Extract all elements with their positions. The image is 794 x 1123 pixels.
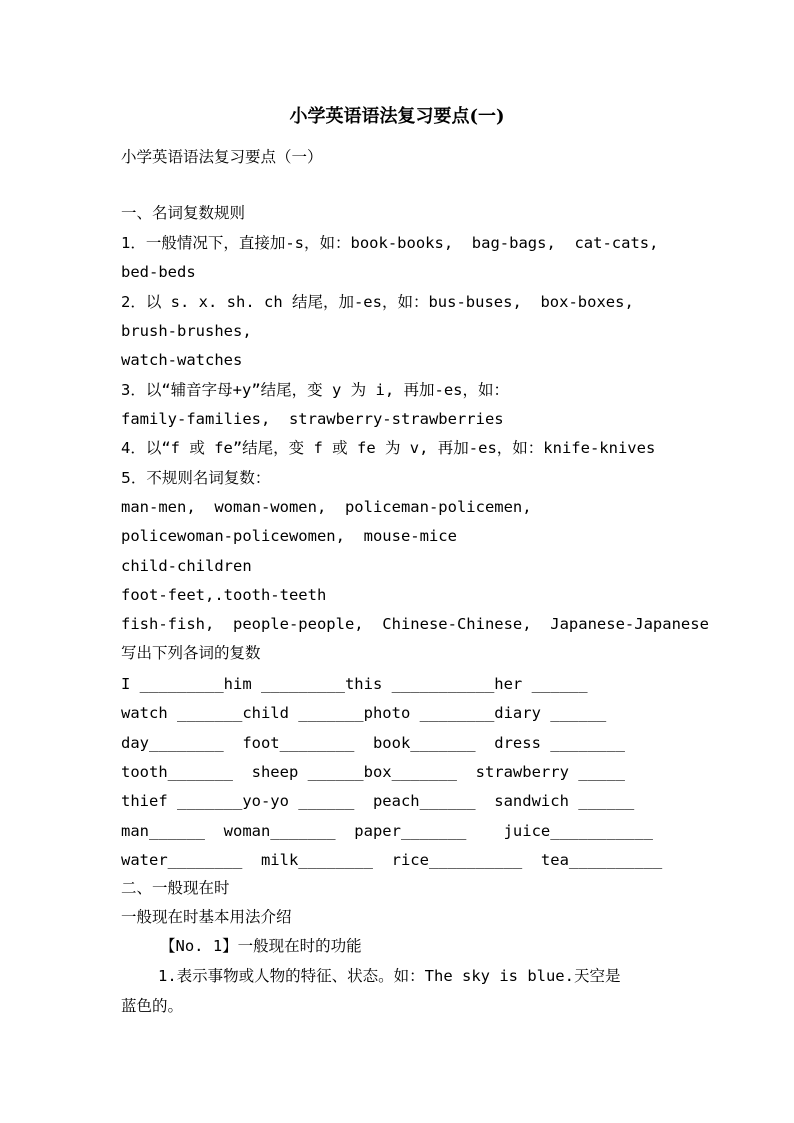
rule-2-cont-2: watch-watches bbox=[121, 351, 243, 369]
exercise-row-1: I _________him _________this ___________her ______ bbox=[121, 675, 588, 693]
exercise-row-7: water________ milk________ rice__________ tea__________ bbox=[121, 851, 663, 869]
rule-2: 2．以 s. x. sh. ch 结尾，加-es，如：bus-buses, box-boxes, bbox=[121, 293, 634, 311]
subsection-no1: 【No. 1】一般现在时的功能 bbox=[160, 937, 362, 955]
irregular-line-5: fish-fish, people-people, Chinese-Chinese, Japanese-Japanese bbox=[121, 615, 709, 633]
rule-5: 5．不规则名词复数： bbox=[121, 469, 271, 487]
function-1-cont: 蓝色的。 bbox=[121, 997, 184, 1015]
rule-1-cont: bed-beds bbox=[121, 263, 196, 281]
rule-3: 3．以“辅音字母+y”结尾，变 y 为 i, 再加-es，如： bbox=[121, 381, 509, 399]
irregular-line-1: man-men, woman-women, policeman-policemen, bbox=[121, 498, 532, 516]
irregular-line-3: child-children bbox=[121, 557, 252, 575]
subsection-heading: 一般现在时基本用法介绍 bbox=[121, 908, 292, 926]
rule-2-cont-1: brush-brushes, bbox=[121, 322, 252, 340]
exercise-row-2: watch _______child _______photo ________diary ______ bbox=[121, 704, 607, 722]
subtitle: 小学英语语法复习要点（一） bbox=[121, 148, 323, 166]
rule-4: 4．以“f 或 fe”结尾，变 f 或 fe 为 v, 再加-es，如：knife-knives bbox=[121, 439, 656, 457]
rule-3-examples: family-families, strawberry-strawberries bbox=[121, 410, 504, 428]
section-heading-noun-plural: 一、名词复数规则 bbox=[121, 204, 246, 222]
exercise-row-5: thief _______yo-yo ______ peach______ sandwich ______ bbox=[121, 792, 635, 810]
section-heading-present-tense: 二、一般现在时 bbox=[121, 879, 230, 897]
rule-1: 1．一般情况下，直接加-s，如：book-books, bag-bags, cat-cats, bbox=[121, 234, 659, 252]
exercise-row-4: tooth_______ sheep ______box_______ strawberry _____ bbox=[121, 763, 625, 781]
function-1: 1.表示事物或人物的特征、状态。如：The sky is blue.天空是 bbox=[158, 967, 621, 985]
irregular-line-2: policewoman-policewomen, mouse-mice bbox=[121, 527, 457, 545]
irregular-line-4: foot-feet,.tooth-teeth bbox=[121, 586, 327, 604]
exercise-heading: 写出下列各词的复数 bbox=[121, 644, 261, 662]
exercise-row-6: man______ woman_______ paper_______ juice___________ bbox=[121, 822, 653, 840]
exercise-row-3: day________ foot________ book_______ dress ________ bbox=[121, 734, 625, 752]
document-title: 小学英语语法复习要点(一) bbox=[289, 106, 505, 127]
